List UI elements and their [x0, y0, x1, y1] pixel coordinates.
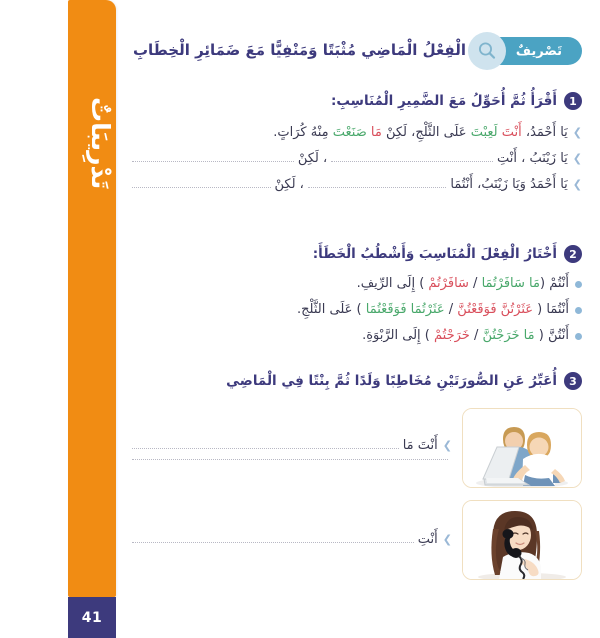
exercise-3-answer-2a-prefix: أَنْتِ — [417, 532, 438, 548]
chevron-icon: ❯ — [442, 438, 452, 452]
page-content — [128, 0, 582, 638]
inline-word: عَثَرْتُمَا فَوَقَعْتُمَا — [365, 302, 445, 317]
inline-word: عَلَى الثَّلْجِ، لَكِنْ — [381, 125, 471, 140]
inline-word: / — [444, 302, 458, 317]
blank-line[interactable] — [132, 161, 294, 162]
inline-word: ) إِلَى الرِّيفِ. — [356, 276, 429, 291]
inline-word: لَعِبْتَ — [470, 125, 498, 140]
bullet-icon — [575, 333, 582, 340]
exercise-1-item-3-middle: ، لَكِنْ — [274, 177, 304, 192]
blank-line[interactable] — [331, 161, 493, 162]
exercise-3-answer-1a-prefix: أَنْتَ مَا — [402, 437, 438, 453]
bullet-icon — [575, 281, 582, 288]
photo-girl-with-telephone — [462, 500, 582, 580]
chevron-icon: ❯ — [572, 178, 582, 191]
exercise-2-bullet-2-text[interactable] — [297, 297, 569, 323]
inline-word: أَنْتُمَا ( — [533, 302, 569, 317]
exercise-2-bullet-1-text[interactable] — [357, 271, 569, 297]
inline-word: خَرَجْتُمْ — [434, 328, 470, 343]
exercise-1-title: أَقْرَأُ ثُمَّ أُحَوِّلُ مَعَ الضَّمِيرِ الْمُنَاسِبِ: — [330, 93, 557, 109]
inline-word: مَا سَافَرْتُمَا — [481, 276, 540, 291]
exercise-3-title: أُعَبِّرُ عَنِ الصُّورَتَيْنِ مُخَاطِبًا وَلَدًا ثُمَّ بِنْتًا فِي الْمَاضِي — [226, 373, 557, 389]
exercise-3-answers-1 — [128, 432, 452, 464]
bullet-icon — [575, 307, 582, 314]
page-title: الْفِعْلُ الْمَاضِي مُثْبَتًا وَمَنْفِيًّا مَعَ ضَمَائِرِ الْخِطَابِ — [132, 41, 466, 60]
page-number: 41 — [68, 597, 116, 638]
chevron-icon: ❯ — [572, 126, 582, 139]
lesson-type-badge-label: تَصْريفٌ — [515, 43, 563, 59]
inline-word: ) عَلَى الثَّلْجِ. — [297, 302, 366, 317]
blank-line[interactable] — [132, 448, 399, 449]
inline-word: مِنْهُ كُرَاتٍ. — [273, 125, 333, 140]
exercise-1-number: 1 — [564, 92, 582, 110]
inline-word: / — [469, 328, 483, 343]
inline-word: مَا خَرَجْتُنَّ — [482, 328, 535, 343]
exercise-2-heading — [128, 245, 582, 263]
inline-word: سَافَرْتُمْ — [428, 276, 469, 291]
inline-word: صَنَعْتَ — [332, 125, 367, 140]
exercise-1-item-3[interactable] — [128, 172, 582, 198]
exercise-3-answer-1b[interactable] — [128, 459, 452, 464]
inline-word: يَا أَحْمَدُ، — [521, 125, 568, 140]
section-side-tab-label: تَدْرِيبَاتٌ — [86, 96, 115, 190]
blank-line[interactable] — [132, 187, 271, 188]
exercise-2-bullet-3-text[interactable] — [362, 323, 569, 349]
lesson-header — [128, 30, 582, 72]
search-icon — [468, 32, 506, 70]
blank-line[interactable] — [308, 187, 447, 188]
exercise-1-example-text — [273, 120, 568, 146]
exercise-2 — [128, 245, 582, 349]
inline-word: ) إِلَى الرَّبْوَةِ. — [362, 328, 434, 343]
exercise-1-item-2-middle: ، لَكِنْ — [297, 151, 328, 166]
exercise-1-item-2-prefix: يَا زَيْنَبُ ، أَنْتِ — [497, 151, 568, 166]
exercise-1 — [128, 92, 582, 198]
inline-word: / — [468, 276, 482, 291]
exercise-1-item-3-prefix: يَا أَحْمَدُ وَيَا زَيْنَبُ، أَنْتُمَا — [450, 177, 568, 192]
exercise-1-item-2[interactable] — [128, 146, 582, 172]
exercise-3-answers-2 — [128, 526, 452, 553]
chevron-icon: ❯ — [572, 152, 582, 165]
exercise-1-example — [128, 120, 582, 146]
exercise-2-bullet-1[interactable] — [128, 271, 582, 297]
blank-line[interactable] — [132, 459, 448, 460]
photo-two-boys-with-laptop — [462, 408, 582, 488]
exercise-3-media-row-2 — [128, 500, 582, 580]
section-side-tab — [68, 0, 116, 597]
inline-word: أَنْتُمْ ( — [539, 276, 569, 291]
chevron-icon: ❯ — [442, 533, 452, 547]
inline-word: مَا — [370, 125, 382, 140]
exercise-3-heading — [128, 372, 582, 390]
exercise-3-media-row-1 — [128, 408, 582, 488]
exercise-2-title: أَخْتَارُ الْفِعْلَ الْمُنَاسِبَ وَأَشْطُبُ الْخَطَأَ: — [312, 246, 557, 262]
exercise-3-number: 3 — [564, 372, 582, 390]
lesson-type-badge — [480, 37, 582, 65]
inline-word: عَثَرْتُنَّ فَوَقَعْتُنَّ — [457, 302, 534, 317]
inline-word: أَنْتَ — [501, 125, 522, 140]
exercise-3 — [128, 372, 582, 592]
exercise-3-answer-2a[interactable] — [128, 526, 452, 553]
exercise-1-heading — [128, 92, 582, 110]
exercise-3-answer-1a[interactable] — [128, 432, 452, 459]
exercise-2-bullet-2[interactable] — [128, 297, 582, 323]
exercise-2-number: 2 — [564, 245, 582, 263]
blank-line[interactable] — [132, 542, 414, 543]
inline-word: أَنْتُنَّ ( — [534, 328, 569, 343]
exercise-2-bullet-3[interactable] — [128, 323, 582, 349]
